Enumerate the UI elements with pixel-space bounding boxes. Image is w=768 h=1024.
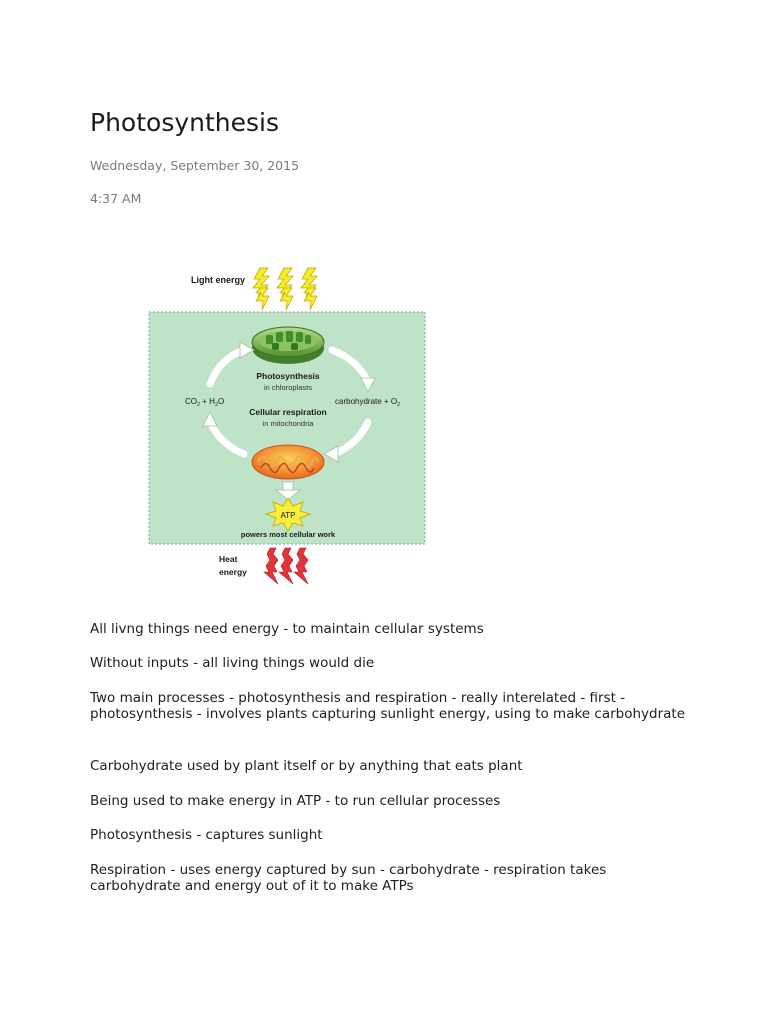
cellular-respiration-label: Cellular respiration	[249, 407, 327, 417]
paragraph: Respiration - uses energy captured by sun - carbohydrate - respiration takes carbohydrate and energy out of it to make ATPs	[90, 862, 607, 894]
co2-h2o-label: $CO_2 + H_2O$	[185, 397, 225, 408]
heat-label: Heat	[219, 554, 238, 564]
paragraph: Being used to make energy in ATP - to run cellular processes	[90, 793, 501, 809]
note-time: 4:37 AM	[90, 191, 142, 206]
page-title: Photosynthesis	[90, 108, 280, 137]
heat-arrow-icon	[264, 548, 308, 584]
mitochondrion-icon	[252, 445, 324, 479]
lightning-icon	[256, 288, 317, 310]
chloroplast-icon	[252, 327, 324, 364]
paragraph: Two main processes - photosynthesis and respiration - really interelated - first - photosynthesis - involves plants capturing sunlight energy, using to make carbohydrate	[90, 690, 686, 722]
light-energy-label: Light energy	[191, 275, 246, 285]
paragraph: Without inputs - all living things would die	[90, 655, 375, 671]
carbohydrate-o2-label: carbohydrate + $O_2$	[335, 397, 401, 408]
atp-label: ATP	[280, 511, 296, 520]
powers-work-label: powers most cellular work	[240, 530, 336, 539]
energy-cycle-diagram	[148, 262, 432, 594]
paragraph: Carbohydrate used by plant itself or by anything that eats plant	[90, 758, 523, 774]
paragraph: All livng things need energy - to maintain cellular systems	[90, 621, 484, 637]
note-date: Wednesday, September 30, 2015	[90, 158, 300, 173]
mitochondria-label: in mitochondria	[262, 419, 314, 428]
photosynthesis-label: Photosynthesis	[256, 371, 320, 381]
energy-label: energy	[219, 567, 247, 577]
chloroplasts-label: in chloroplasts	[264, 383, 312, 392]
paragraph: Photosynthesis - captures sunlight	[90, 827, 323, 843]
